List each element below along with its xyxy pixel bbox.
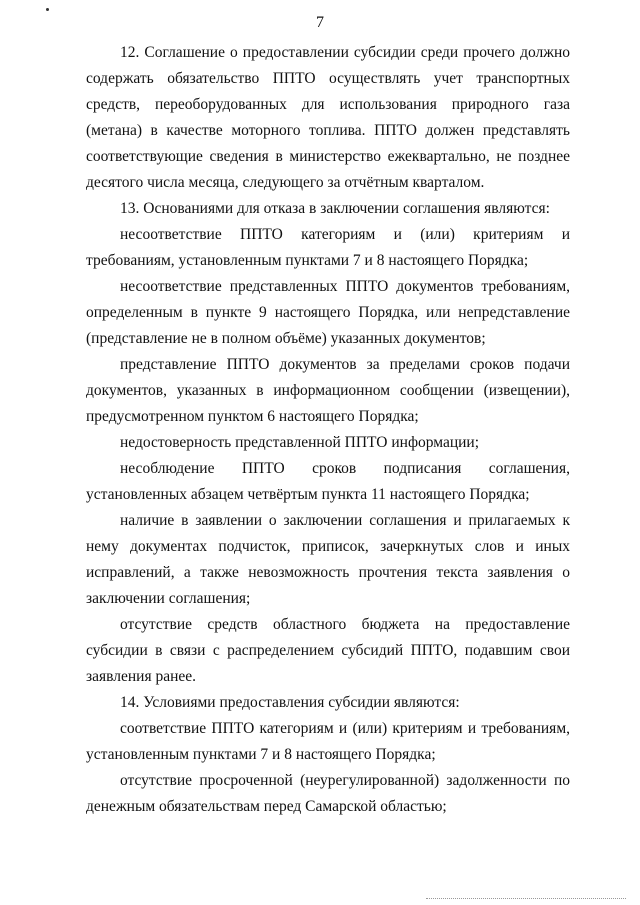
paragraph-13: 13. Основаниями для отказа в заключении соглашения являются: bbox=[120, 200, 550, 217]
paragraph-13-item-5: несоблюдение ППТО сроков подписания соглашения, установленных абзацем четвёртым пункта 11 настоящего Порядка; bbox=[86, 460, 570, 503]
paragraph-14-item-1: соответствие ППТО категориям и (или) критериям и требованиям, установленным пунктами 7 и 8 настоящего Порядка; bbox=[86, 720, 570, 763]
page-number: 7 bbox=[316, 14, 324, 31]
paragraph-12: 12. Соглашение о предоставлении субсидии среди прочего должно содержать обязательство ППТО осуществлять учет транспортных средств, переоборудованных для использования природного газа (метана) в качестве моторного топлива. ППТО должен представлять соответствующие сведения в министерство ежеквартально, не позднее десятого числа месяца, следующего за отчётным кварталом. bbox=[86, 44, 570, 191]
paragraph-13-item-1: несоответствие ППТО категориям и (или) критериям и требованиям, установленным пунктами 7 и 8 настоящего Порядка; bbox=[86, 226, 570, 269]
paragraph-13-item-4: недостоверность представленной ППТО информации; bbox=[120, 434, 480, 451]
document-body bbox=[86, 40, 570, 820]
paragraph-14-item-2: отсутствие просроченной (неурегулированной) задолженности по денежным обязательствам перед Самарской областью; bbox=[86, 772, 570, 815]
paragraph-13-item-6: наличие в заявлении о заключении соглашения и прилагаемых к нему документах подчисток, приписок, зачеркнутых слов и иных исправлений, а также невозможность прочтения текста заявления о заключении соглашения; bbox=[86, 512, 570, 607]
paragraph-14: 14. Условиями предоставления субсидии являются: bbox=[120, 694, 460, 711]
paragraph-13-item-2: несоответствие представленных ППТО документов требованиям, определенным в пункте 9 настоящего Порядка, или непредставление (представление не в полном объёме) указанных документов; bbox=[86, 278, 570, 347]
scan-mark bbox=[46, 8, 49, 11]
paragraph-13-item-7: отсутствие средств областного бюджета на предоставление субсидии в связи с распределением субсидий ППТО, подавшим свои заявления ранее. bbox=[86, 616, 570, 685]
paragraph-13-item-3: представление ППТО документов за пределами сроков подачи документов, указанных в информационном сообщении (извещении), предусмотренном пунктом 6 настоящего Порядка; bbox=[86, 356, 570, 425]
footer-dotted-line bbox=[426, 896, 626, 899]
